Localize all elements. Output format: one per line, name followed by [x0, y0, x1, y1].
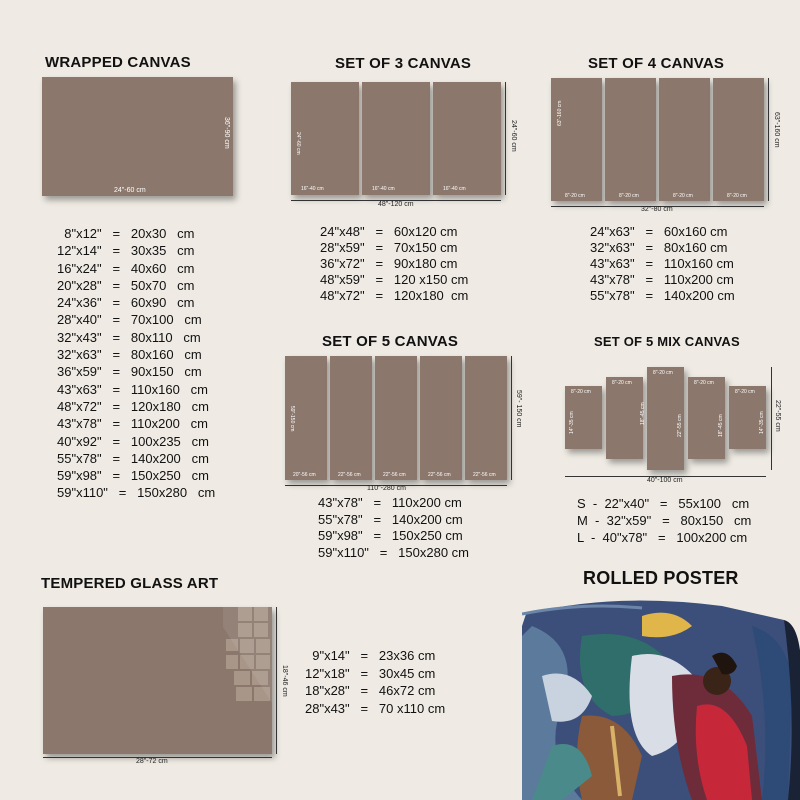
set5mix-height-line	[771, 367, 772, 470]
size-row: 59"x98" = 150x250 cm	[57, 468, 209, 484]
set5mix-panel-width: 8"-20 cm	[735, 389, 755, 395]
set5-total-width: 110"-280 cm	[367, 485, 406, 492]
size-row: 20"x28" = 50x70 cm	[57, 277, 195, 293]
set5-panel-width: 22"-56 cm	[428, 472, 451, 478]
set4-size-list	[590, 224, 735, 304]
set5mix-small-height: 14"-35 cm	[759, 411, 765, 434]
set5-total-height: 59"- 150 cm	[515, 390, 522, 428]
set5-panel-width: 22"-56 cm	[383, 472, 406, 478]
set5mix-panel-width: 8"-20 cm	[694, 380, 714, 386]
set4-total-width: 32"-80 cm	[641, 206, 673, 213]
set3-panel	[291, 82, 359, 195]
size-row: M - 32"x59" = 80x150 cm	[577, 513, 752, 528]
size-row: 40"x92" = 100x235 cm	[57, 433, 209, 449]
size-row: 48"x72" = 120x180 cm	[57, 398, 209, 414]
size-row: 16"x24" = 40x60 cm	[57, 260, 195, 276]
size-row: 48"x72" = 120x180 cm	[320, 288, 469, 303]
size-row: 24"x63" = 60x160 cm	[590, 224, 728, 239]
set5mix-mid-height: 18"-45 cm	[718, 414, 724, 437]
glass-size-list	[305, 647, 445, 717]
set4-panel-width: 8"-20 cm	[673, 193, 693, 199]
size-row: 43"x78" = 110x200 cm	[318, 495, 462, 510]
set5-panel	[375, 356, 417, 480]
set3-title: SET OF 3 CANVAS	[335, 55, 472, 72]
size-row: 59"x110" = 150x280 cm	[57, 485, 216, 501]
set5mix-size-list	[577, 495, 751, 546]
size-row: 55"x78" = 140x200 cm	[590, 288, 735, 303]
glass-title: TEMPERED GLASS ART	[41, 575, 219, 592]
set5-title: SET OF 5 CANVAS	[322, 333, 459, 350]
size-row: 55"x78" = 140x200 cm	[318, 511, 463, 527]
set4-title: SET OF 4 CANVAS	[588, 55, 725, 72]
set5mix-total-width: 40"-100 cm	[647, 477, 683, 484]
glass-height-line	[276, 607, 277, 754]
set5mix-panel-width: 8"-20 cm	[571, 389, 591, 395]
glass-height-label: 18"-46 cm	[281, 665, 288, 697]
glass-width-label: 28"-72 cm	[136, 758, 168, 765]
size-row: 28"x43" = 70 x110 cm	[305, 700, 446, 716]
size-row: 36"x72" = 90x180 cm	[320, 256, 458, 271]
size-row: 28"x40" = 70x100 cm	[57, 312, 202, 328]
set5-height-line	[511, 356, 512, 480]
set5-panel-width: 22"-56 cm	[473, 472, 496, 478]
size-row: 9"x14" = 23x36 cm	[305, 648, 436, 663]
set4-panel-width: 8"-20 cm	[727, 193, 747, 199]
set3-total-height: 24"-60 cm	[510, 120, 517, 152]
set4-panel-width: 8"-20 cm	[619, 193, 639, 199]
wrapped-canvas-title: WRAPPED CANVAS	[45, 54, 191, 71]
set4-panel	[713, 78, 764, 201]
size-row: 43"x78" = 110x200 cm	[57, 416, 208, 432]
glass-reflection-grid	[43, 607, 272, 754]
set5-panel	[465, 356, 507, 480]
size-row: 12"x14" = 30x35 cm	[57, 243, 195, 259]
size-row: 36"x59" = 90x150 cm	[57, 364, 202, 380]
set5mix-total-height: 22"-55 cm	[774, 400, 781, 432]
set5mix-mid-height: 18"-45 cm	[640, 402, 646, 425]
rolled-poster-title: ROLLED POSTER	[583, 568, 739, 588]
set3-panel-width: 16"-40 cm	[301, 186, 324, 192]
set5mix-panel-width: 8"-20 cm	[653, 370, 673, 376]
set5-panel	[330, 356, 372, 480]
size-row: 32"x43" = 80x110 cm	[57, 329, 201, 345]
size-row: 24"x36" = 60x90 cm	[57, 295, 195, 311]
wrapped-height-label: 36"-90 cm	[223, 117, 230, 149]
set4-total-height: 63"-160 cm	[773, 112, 780, 148]
set5-panel-width: 20"-56 cm	[293, 472, 316, 478]
wrapped-canvas-panel	[42, 77, 233, 196]
poster-artwork	[522, 596, 800, 800]
size-row: 28"x59" = 70x150 cm	[320, 240, 458, 255]
set4-panel-height: 63"-160 cm	[557, 100, 563, 126]
size-row: 59"x110" = 150x280 cm	[318, 545, 469, 561]
size-row: 12"x18" = 30x45 cm	[305, 665, 436, 681]
glass-panel	[43, 607, 272, 754]
size-row: 32"x63" = 80x160 cm	[57, 347, 202, 363]
set3-panel-height: 24"-60 cm	[295, 132, 301, 155]
set5-panel-height: 59"-150 cm	[289, 406, 295, 432]
set5mix-panel-tall	[647, 367, 684, 470]
set4-panel	[659, 78, 710, 201]
wrapped-width-label: 24"-60 cm	[114, 187, 146, 194]
size-row: 43"x63" = 110x160 cm	[590, 256, 734, 271]
size-row: 59"x98" = 150x250 cm	[318, 528, 463, 544]
size-row: 43"x78" = 110x200 cm	[590, 272, 734, 287]
size-row: L - 40"x78" = 100x200 cm	[577, 530, 748, 545]
set5mix-title: SET OF 5 MIX CANVAS	[594, 334, 740, 349]
size-row: 32"x63" = 80x160 cm	[590, 240, 728, 255]
set3-panel-width: 16"-40 cm	[372, 186, 395, 192]
set3-size-list	[320, 224, 468, 304]
rolled-poster-image	[522, 596, 800, 800]
set3-height-line	[505, 82, 506, 195]
set4-panel	[551, 78, 602, 201]
set3-panel	[433, 82, 501, 195]
set3-total-width: 48"-120 cm	[378, 201, 414, 208]
wrapped-size-list	[57, 225, 215, 502]
set4-panel-width: 8"-20 cm	[565, 193, 585, 199]
set5-size-list	[318, 495, 469, 562]
set5-panel-width: 22"-56 cm	[338, 472, 361, 478]
set5mix-panel-mid	[606, 377, 646, 459]
set5mix-panel-small	[729, 386, 766, 449]
size-row: 55"x78" = 140x200 cm	[57, 450, 209, 466]
set5mix-panel-width: 8"-20 cm	[612, 380, 632, 386]
size-row: S - 22"x40" = 55x100 cm	[577, 496, 750, 511]
size-row: 18"x28" = 46x72 cm	[305, 683, 436, 698]
set4-height-line	[768, 78, 769, 201]
size-row: 8"x12" = 20x30 cm	[57, 226, 195, 241]
set5mix-panel-small	[565, 386, 602, 449]
set5-panel	[285, 356, 327, 480]
size-row: 48"x59" = 120 x150 cm	[320, 272, 469, 287]
set3-panel	[362, 82, 430, 195]
size-row: 24"x48" = 60x120 cm	[320, 224, 458, 239]
set5mix-tall-height: 22"-55 cm	[677, 414, 683, 437]
set5-panel	[420, 356, 462, 480]
set5mix-panel-mid	[688, 377, 725, 459]
set5mix-small-height: 14"-35 cm	[569, 411, 575, 434]
set3-panel-width: 16"-40 cm	[443, 186, 466, 192]
set4-panel	[605, 78, 656, 201]
size-row: 43"x63" = 110x160 cm	[57, 381, 208, 397]
